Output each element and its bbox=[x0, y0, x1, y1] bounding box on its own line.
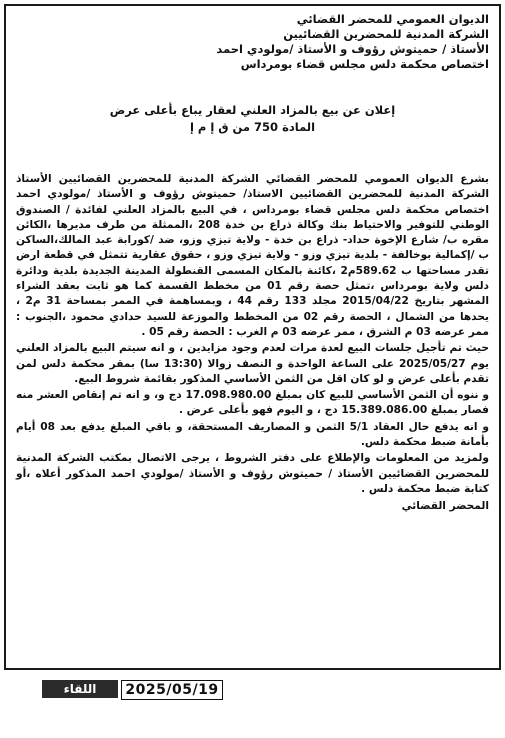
body-paragraph: و انه يدفع حال العقاد 5/1 الثمن و المصاريف المستحقة، و باقي المبلغ يدفع بعد 08 أيام بأمانة ضبط محكمة دلس. bbox=[16, 420, 489, 449]
header-line: الشركة المدنية للمحضرين القضائيين bbox=[283, 27, 489, 41]
announcement-body bbox=[16, 172, 489, 514]
header-line: الأستاذ / حميتوش رؤوف و الأستاذ /مولودي احمد bbox=[216, 42, 489, 56]
body-paragraph: حيث تم تأجيل جلسات البيع لعدة مرات لعدم وجود مزايدين ، و انه سيتم البيع بالمزاد العلني يوم 2025/05/27 على الساعة الواحدة و النصف زوالا (13:30 سا) بمقر محكمة دلس لمن تقدم بأعلى عرض و لو كان اقل من الثمن الأساسي المذكور بقائمة شروط البيع. bbox=[16, 342, 489, 385]
header-line: الديوان العمومي للمحضر القضائي bbox=[296, 12, 489, 26]
body-paragraph: و ننوه أن الثمن الأساسي للبيع كان بمبلغ 17.098.980.00 دج و، و انه تم إنقاص العشر منه فصار بمبلغ 15.389.086.00 دج ، و اليوم فهو بأعلى عرض . bbox=[16, 389, 489, 417]
body-paragraph: ولمزيد من المعلومات والإطلاع على دفتر الشروط ، يرجى الاتصال بمكتب الشركة المدنية للمحضرين القضائيين الأستاذ / حميتوش رؤوف و الأستاذ /مولودي احمد المذكور أعلاه ،أو كتابة ضبط محكمة دلس . bbox=[16, 452, 489, 495]
announcement-frame bbox=[4, 4, 501, 670]
title-line-1: إعلان عن بيع بالمزاد العلني لعقار يباع بأعلى عرض bbox=[109, 103, 396, 117]
announcement-title bbox=[16, 102, 489, 136]
publication-date: 2025/05/19 bbox=[121, 680, 223, 700]
body-paragraph: بشرع الديوان العمومي للمحضر القضائي الشركة المدنية للمحضرين القضائيين الأستاذ الشركة المدنية للمحضرين القضائيين الاستاذ/ حميتوش رؤوف و الأستاذ /مولودي احمد اختصاص محكمة دلس مجلس قضاء بومرداس ، في البيع بالمزاد العلني لفائدة / الصندوق الوطني للتوفير والاحتياط بنك وكالة ذراع بن خدة 208 ،الممثلة من طرف مديرها ،الكائن مقره ب/ شارع الإخوة حداد- ذراع بن خدة - ولاية تيزي وزو، ضد /كورابة عبد المالك،الساكن ب /إكمالية بوخالفة - بلدية تيزي وزو - ولاية تيزي وزو ، حقوق عقارية تتمثل في قطعة ارض تقدر مساحتها ب 589.62م2 ،كائنة بالمكان المسمى القنطولة المدينة الجديدة بلدية ودائرة دلس ولاية بومرداس ،تمثل حصة رقم 01 من مخطط القسمة كما هو ثابت بعقد الشراء المشهر بتاريخ 2015/04/22 مجلد 133 رقم 44 ، وبمساهمة في الممر بمساحة 31 م2 ، يحدها من الشمال ، الحصة رقم 02 من المخطط والموزعة للسيد حدادي محمود ،الجنوب : ممر عرضه 03 م الشرق ، ممر عرضه 03 م الغرب : الحصة رقم 05 . bbox=[16, 173, 490, 338]
header-line: اختصاص محكمة دلس مجلس قضاء بومرداس bbox=[240, 57, 489, 71]
signature: المحضر القضائي bbox=[401, 500, 489, 513]
newspaper-source-label: اللقاء bbox=[42, 680, 118, 698]
issuer-header bbox=[16, 12, 489, 72]
title-line-2: المادة 750 من ق إ م إ bbox=[189, 120, 316, 134]
footer-bar bbox=[0, 676, 505, 706]
